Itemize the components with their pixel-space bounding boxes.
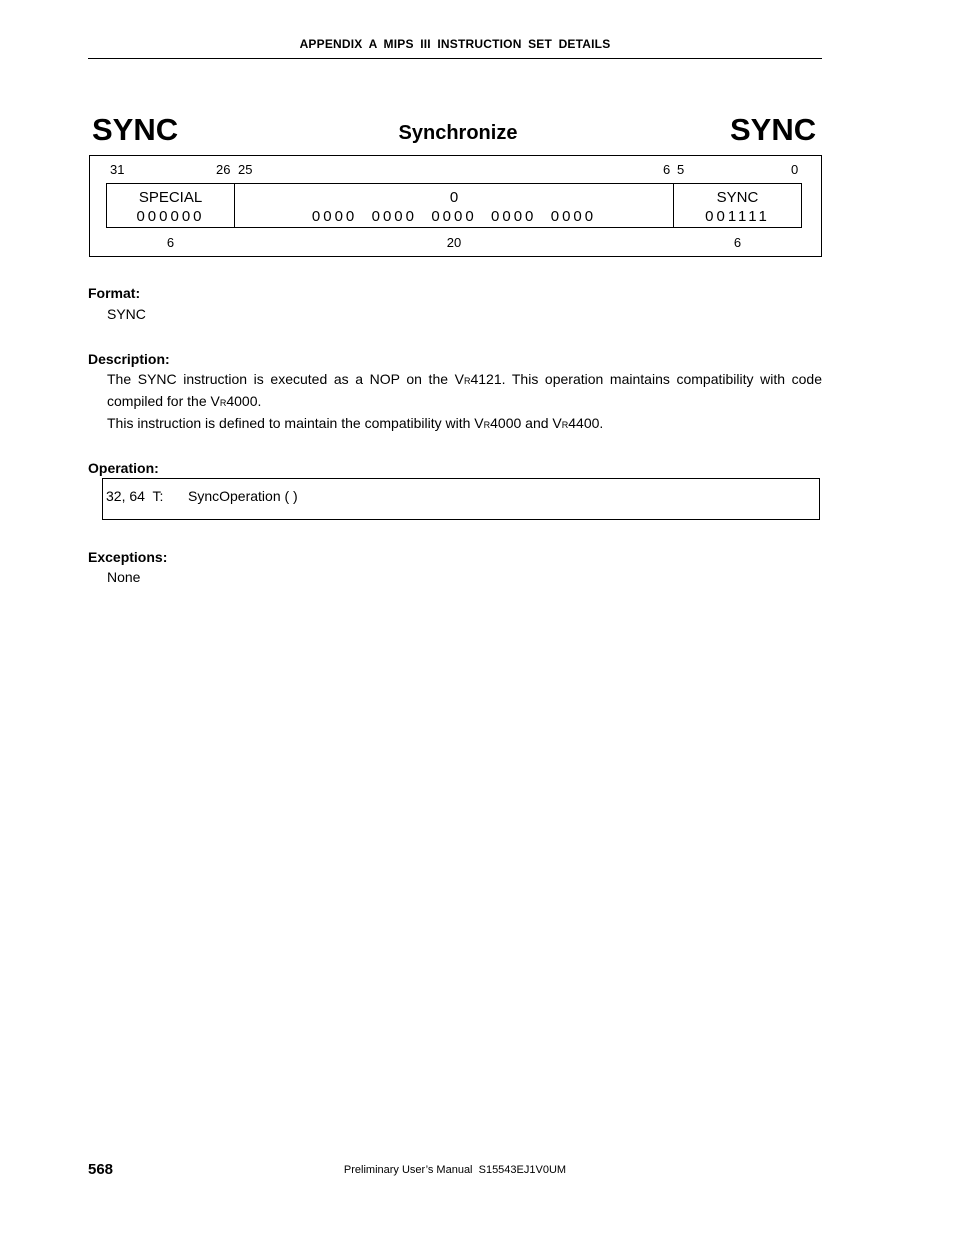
field-zero-bits: 0000 0000 0000 0000 0000 bbox=[311, 208, 597, 225]
operation-condition: 32, 64 T: bbox=[106, 488, 164, 504]
description-line-2 bbox=[107, 390, 822, 414]
field-zero-width: 20 bbox=[446, 235, 462, 250]
page-number: 568 bbox=[88, 1161, 114, 1178]
subscript-r: R bbox=[483, 420, 491, 430]
bit-number-25: 25 bbox=[238, 162, 253, 177]
field-sync-name: SYNC bbox=[716, 189, 759, 206]
bit-number-26: 26 bbox=[216, 162, 231, 177]
bit-number-6: 6 bbox=[663, 162, 671, 177]
operation-statement: SyncOperation ( ) bbox=[188, 488, 298, 504]
format-heading: Format: bbox=[88, 285, 141, 301]
description-text: 4000. bbox=[226, 393, 262, 409]
footer-manual-title: Preliminary User’s Manual S15543EJ1V0UM bbox=[343, 1164, 567, 1176]
description-text: 4121. This operation maintains compatibility with code bbox=[470, 371, 822, 387]
field-special-bits: 000000 bbox=[136, 208, 205, 225]
field-sync bbox=[673, 183, 802, 228]
field-zero bbox=[234, 183, 674, 228]
field-special bbox=[106, 183, 235, 228]
description-heading: Description: bbox=[88, 351, 170, 367]
field-special-name: SPECIAL bbox=[138, 189, 203, 206]
field-sync-bits: 001111 bbox=[705, 208, 770, 225]
description-line-3 bbox=[107, 412, 822, 436]
subscript-r: R bbox=[463, 376, 471, 386]
description-line-1 bbox=[107, 368, 822, 392]
operation-heading: Operation: bbox=[88, 460, 159, 476]
mnemonic-left: SYNC bbox=[92, 112, 179, 147]
exceptions-heading: Exceptions: bbox=[88, 549, 168, 565]
header-rule bbox=[88, 58, 822, 59]
field-zero-name: 0 bbox=[449, 189, 459, 206]
description-text: 4000 and V bbox=[490, 415, 562, 431]
bit-number-31: 31 bbox=[110, 162, 125, 177]
format-text: SYNC bbox=[107, 306, 146, 322]
field-special-width: 6 bbox=[166, 235, 175, 250]
description-text: This instruction is defined to maintain the compatibility with V bbox=[107, 415, 484, 431]
bit-number-5: 5 bbox=[677, 162, 685, 177]
bit-number-0: 0 bbox=[791, 162, 799, 177]
description-text: 4400. bbox=[568, 415, 604, 431]
subscript-r: R bbox=[219, 398, 227, 408]
running-header: APPENDIX A MIPS III INSTRUCTION SET DETAILS bbox=[299, 37, 611, 51]
description-text: compiled for the V bbox=[107, 393, 220, 409]
description-text: The SYNC instruction is executed as a NOP on the V bbox=[107, 371, 464, 387]
mnemonic-right: SYNC bbox=[730, 112, 817, 147]
subscript-r: R bbox=[561, 420, 569, 430]
exceptions-text: None bbox=[107, 569, 141, 585]
instruction-subtitle: Synchronize bbox=[398, 122, 518, 144]
field-sync-width: 6 bbox=[733, 235, 742, 250]
